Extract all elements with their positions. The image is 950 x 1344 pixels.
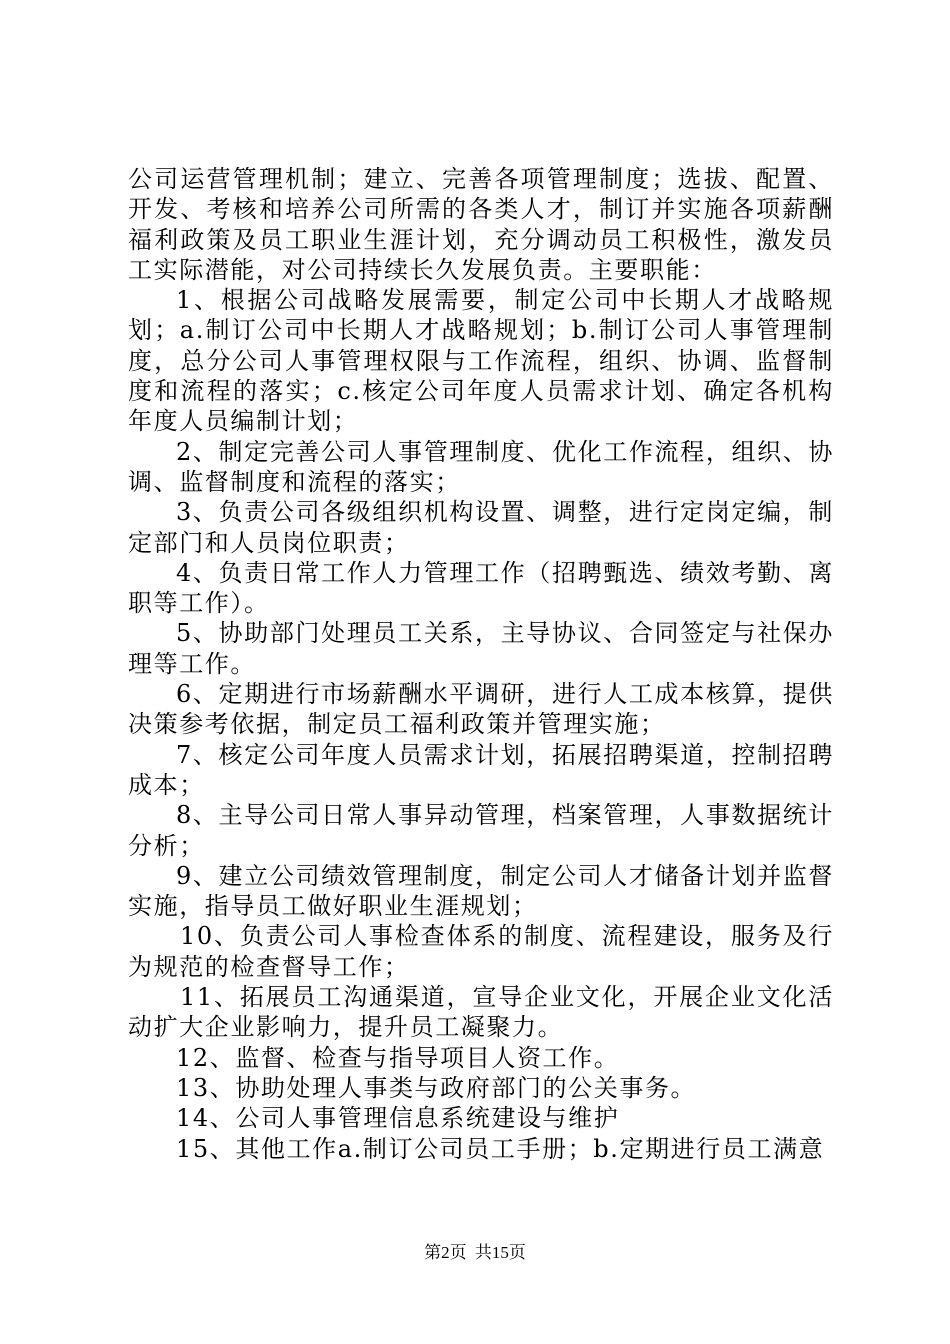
duty-item-6: 6、定期进行市场薪酬水平调研，进行人工成本核算，提供决策参考依据，制定员工福利政策并管理实施； [128,680,834,739]
duty-item-11: 11、拓展员工沟通渠道，宣导企业文化，开展企业文化活动扩大企业影响力，提升员工凝聚力。 [128,983,834,1042]
duty-item-10: 10、负责公司人事检查体系的制度、流程建设，服务及行为规范的检查督导工作； [128,922,834,981]
duty-item-2: 2、制定完善公司人事管理制度、优化工作流程，组织、协调、监督制度和流程的落实； [128,437,834,496]
document-body [128,164,834,1164]
duty-item-12: 12、监督、检查与指导项目人资工作。 [176,1043,620,1072]
duty-item-14: 14、公司人事管理信息系统建设与维护 [176,1104,620,1133]
duty-item-7: 7、核定公司年度人员需求计划，拓展招聘渠道，控制招聘成本； [128,740,834,799]
duty-item-13: 13、协助处理人事类与政府部门的公关事务。 [176,1073,697,1102]
duty-item-1: 1、根据公司战略发展需要，制定公司中长期人才战略规划；a.制订公司中长期人才战略规划；b.制订公司人事管理制度，总分公司人事管理权限与工作流程，组织、协调、监督制度和流程的落实；c.核定公司年度人员需求计划、确定各机构年度人员编制计划； [128,286,834,436]
page-number: 第2页 [424,1243,467,1262]
duty-item-15: 15、其他工作a.制订公司员工手册；b.定期进行员工满意 [176,1134,825,1163]
intro-paragraph: 公司运营管理机制；建立、完善各项管理制度；选拔、配置、开发、考核和培养公司所需的各类人才，制订并实施各项薪酬福利政策及员工职业生涯计划，充分调动员工积极性，激发员工实际潜能，对公司持续长久发展负责。主要职能： [128,165,834,284]
duty-item-8: 8、主导公司日常人事异动管理，档案管理，人事数据统计分析； [128,801,834,860]
duty-item-5: 5、协助部门处理员工关系，主导协议、合同签定与社保办理等工作。 [128,619,834,678]
page-footer [0,1243,950,1263]
page-total: 共15页 [474,1243,526,1262]
duty-item-9: 9、建立公司绩效管理制度，制定公司人才储备计划并监督实施，指导员工做好职业生涯规划； [128,861,834,921]
duty-item-3: 3、负责公司各级组织机构设置、调整，进行定岗定编，制定部门和人员岗位职责； [128,498,834,557]
duty-item-4: 4、负责日常工作人力管理工作（招聘甄选、绩效考勤、离职等工作）。 [128,558,834,618]
